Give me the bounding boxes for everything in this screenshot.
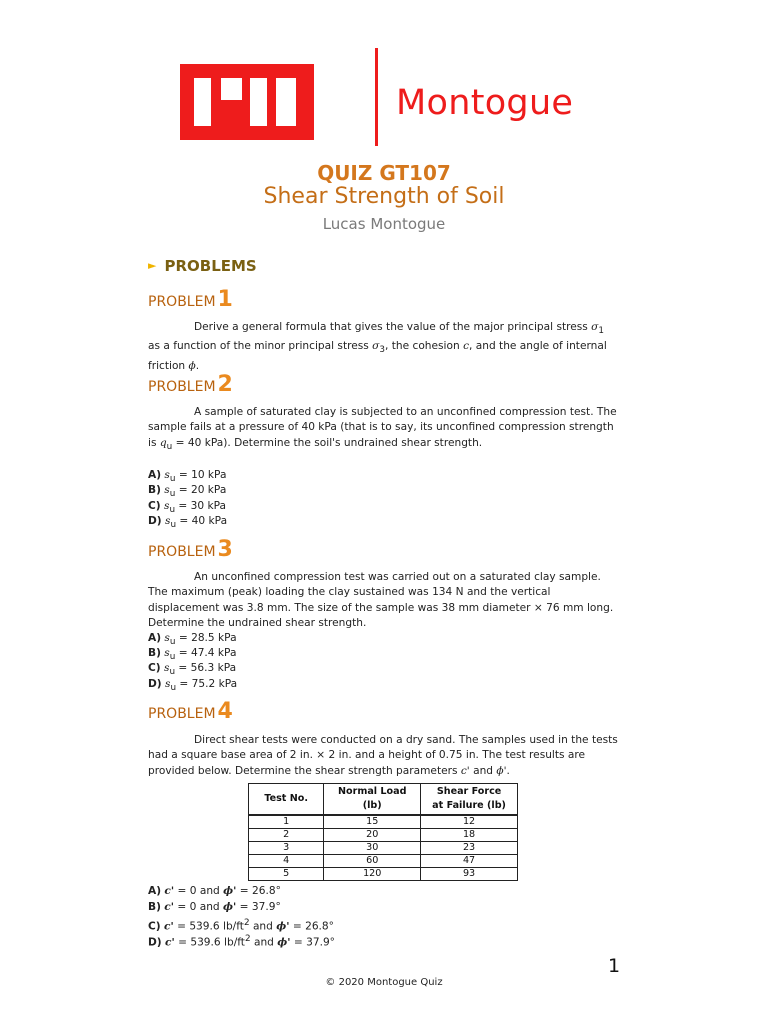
problem-4-option-d[interactable]: D) c' = 539.6 $lb/ft^2$ and ϕ' = 37.9° bbox=[148, 934, 335, 949]
problem-3-option-d[interactable]: D) $s_u = 75.2$ kPa bbox=[148, 678, 238, 694]
page-number: 1 bbox=[608, 955, 621, 977]
table-row: 1 15 12 bbox=[249, 815, 518, 829]
problem-heading-4: PROBLEM4 bbox=[148, 699, 233, 724]
author: Lucas Montogue bbox=[322, 215, 446, 233]
quiz-title: Shear Strength of Soil bbox=[263, 184, 505, 209]
table-row: 2 20 18 bbox=[249, 829, 518, 842]
problem-3-option-b[interactable]: B) $s_u = 47.4$ kPa bbox=[148, 647, 237, 663]
table-row: 5 120 93 bbox=[249, 868, 518, 881]
problem-heading-1: PROBLEM1 bbox=[148, 287, 233, 312]
table-row: 4 60 47 bbox=[249, 855, 518, 868]
brand-name: Montogue bbox=[396, 83, 574, 123]
logo-divider bbox=[375, 48, 378, 146]
problem-2-text: A sample of saturated clay is subjected to an unconfined compression test. The sample fails at a pressure of 40 kPa (that is to say, its unconfined compression strength is $q_u = 40$ kPa). Determine the soil's undrained shear strength. bbox=[148, 406, 617, 452]
problem-4-option-b[interactable]: B) c' = 0 and ϕ' = 37.9° bbox=[148, 901, 281, 913]
quiz-code: QUIZ GT107 bbox=[317, 161, 451, 185]
problem-heading-3: PROBLEM3 bbox=[148, 537, 233, 562]
problem-2-option-d[interactable]: D) $s_u = 40$ kPa bbox=[148, 515, 228, 531]
col-normal-load: Normal Load (lb) bbox=[324, 784, 421, 816]
problem-2-option-b[interactable]: B) $s_u = 20$ kPa bbox=[148, 484, 227, 500]
triangle-bullet-icon: ► bbox=[148, 259, 157, 272]
problem-1-text: Derive a general formula that gives the value of the major principal stress $\sigma_1$ as a function of the minor principal stress $\sigma_3$, the cohesion c, and the angle of internal friction ϕ. bbox=[148, 321, 607, 372]
table-row: 3 30 23 bbox=[249, 842, 518, 855]
col-test-no: Test No. bbox=[249, 784, 324, 816]
problem-2-option-a[interactable]: A) $s_u = 10$ kPa bbox=[148, 469, 227, 485]
section-heading bbox=[148, 256, 257, 276]
problem-heading-2: PROBLEM2 bbox=[148, 372, 233, 397]
footer-copyright: © 2020 Montogue Quiz bbox=[325, 977, 443, 988]
montogue-logo-mark bbox=[180, 64, 314, 140]
problem-2-option-c[interactable]: C) $s_u = 30$ kPa bbox=[148, 500, 227, 516]
problem-4-option-c[interactable]: C) c' = 539.6 $lb/ft^2$ and ϕ' = 26.8° bbox=[148, 918, 334, 933]
problem-4-text: Direct shear tests were conducted on a dry sand. The samples used in the tests had a square base area of 2 in. × 2 in. and a height of 0.75 in. The test results are provided below. Determine the shear strength parameters c' and ϕ'. bbox=[148, 734, 618, 777]
problem-3-option-a[interactable]: A) $s_u = 28.5$ kPa bbox=[148, 632, 237, 648]
problem-3-option-c[interactable]: C) $s_u = 56.3$ kPa bbox=[148, 662, 237, 678]
section-title: PROBLEMS bbox=[164, 257, 257, 275]
col-shear-force: Shear Force at Failure (lb) bbox=[421, 784, 518, 816]
direct-shear-results-table bbox=[248, 783, 518, 881]
problem-4-option-a[interactable]: A) c' = 0 and ϕ' = 26.8° bbox=[148, 885, 281, 897]
problem-3-text: An unconfined compression test was carried out on a saturated clay sample. The maximum (peak) loading the clay sustained was 134 N and the vertical displacement was 3.8 mm. The size of the sample was 38 mm diameter × 76 mm long. Determine the undrained shear strength. bbox=[148, 571, 614, 629]
